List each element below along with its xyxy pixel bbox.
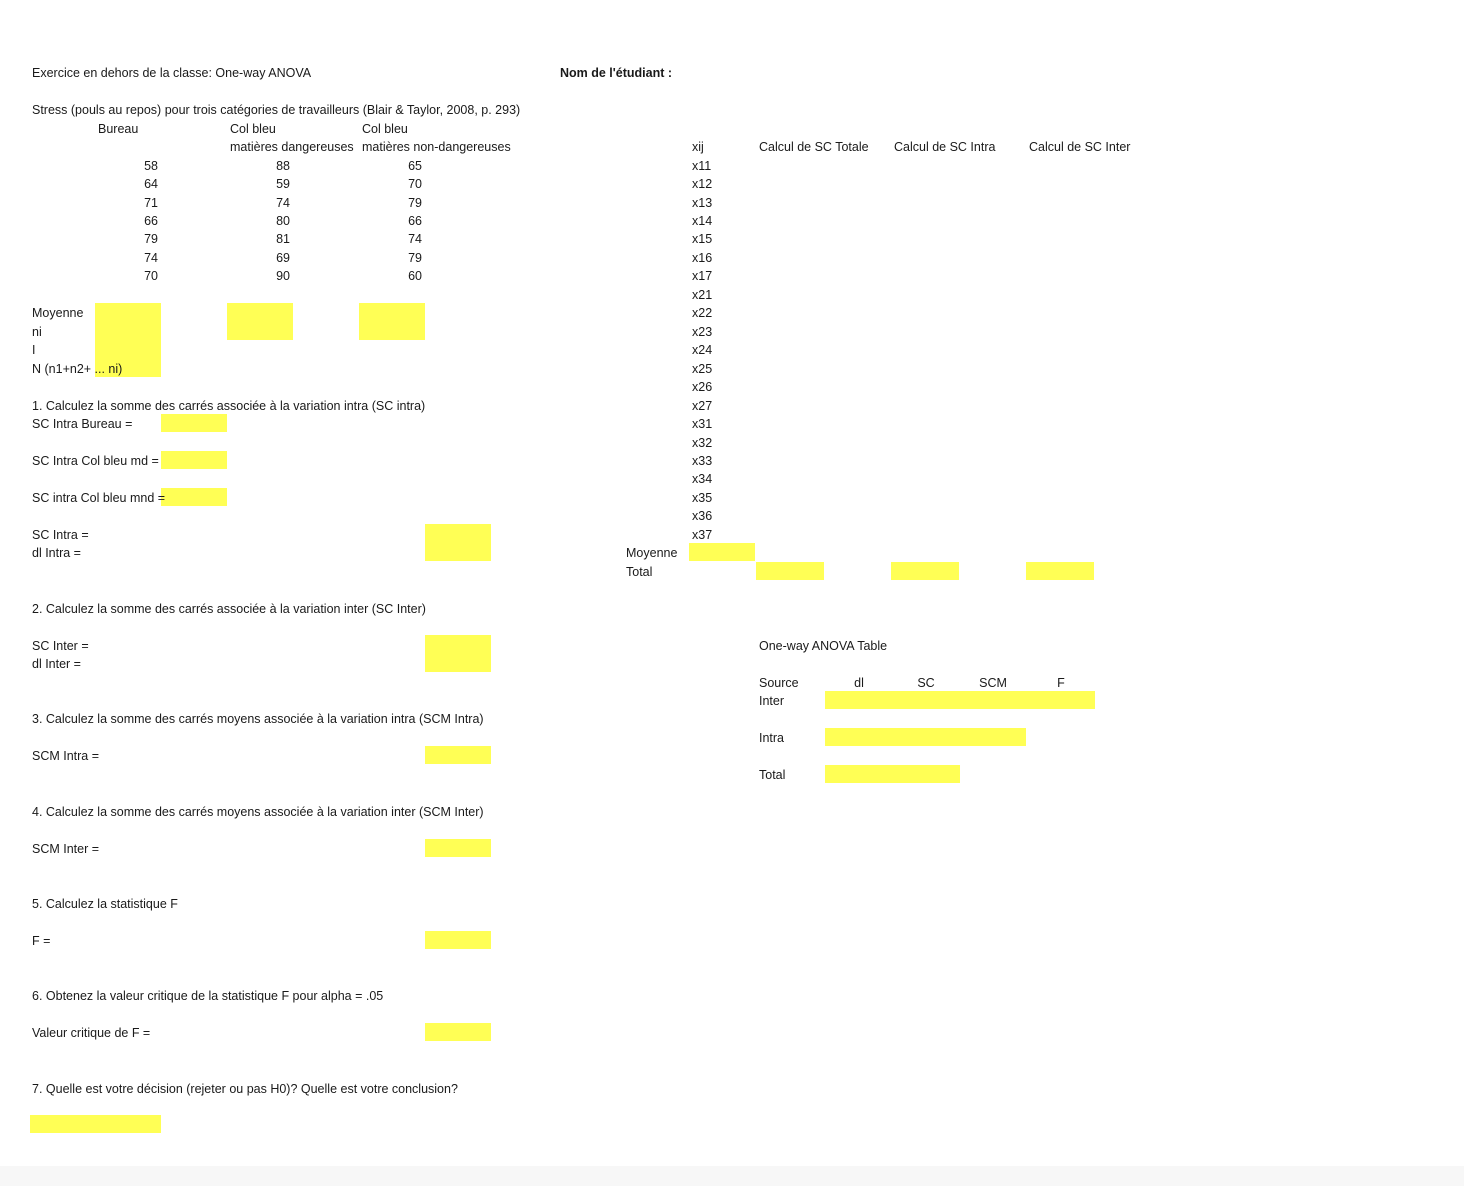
md-mean-input[interactable]: [227, 303, 293, 340]
question-2: 2. Calculez la somme des carrés associée à la variation inter (SC Inter): [32, 602, 426, 616]
mnd-value: 66: [408, 214, 422, 228]
md-value: 88: [276, 159, 290, 173]
dl-inter-label: dl Inter =: [32, 657, 81, 671]
xij-row-label: x24: [692, 343, 713, 357]
stats-label-ni: ni: [32, 325, 42, 339]
xij-row-label: x14: [692, 214, 713, 228]
page-bottom-band: [0, 1166, 1464, 1186]
bureau-value: 64: [144, 177, 158, 191]
data-description: Stress (pouls au repos) pour trois catégories de travailleurs (Blair & Taylor, 2008, p. 293): [32, 103, 521, 117]
stats-label-n: N (n1+n2+ ... ni): [32, 362, 123, 376]
col-header-bureau: Bureau: [98, 122, 139, 136]
bureau-value: 70: [144, 269, 158, 283]
xij-row-label: x32: [692, 436, 713, 450]
f-statistic-input[interactable]: [425, 931, 491, 949]
xij-row-label: x36: [692, 509, 713, 523]
bureau-value: 74: [144, 251, 158, 265]
sc-intra-dl-intra-input[interactable]: [425, 524, 491, 561]
col-header-md-line2: matières dangereuses: [230, 140, 354, 154]
question-3: 3. Calculez la somme des carrés moyens associée à la variation intra (SCM Intra): [32, 712, 484, 726]
anova-row-total: Total: [759, 768, 786, 782]
xij-row-label: x21: [692, 288, 713, 302]
mnd-mean-input[interactable]: [359, 303, 425, 340]
xij-row-label: x25: [692, 362, 713, 376]
anova-row-intra: Intra: [759, 731, 785, 745]
col-header-mnd-line2: matières non-dangereuses: [362, 140, 511, 154]
sc-inter-total-input[interactable]: [1026, 562, 1094, 580]
sc-inter-dl-inter-input[interactable]: [425, 635, 491, 672]
xij-header: xij: [692, 140, 704, 154]
student-name-label: Nom de l'étudiant :: [560, 66, 672, 80]
sc-intra-bureau-input[interactable]: [161, 414, 227, 432]
xij-row-label: x17: [692, 269, 713, 283]
mnd-value: 79: [408, 196, 422, 210]
question-6: 6. Obtenez la valeur critique de la statistique F pour alpha = .05: [32, 989, 384, 1003]
anova-header-sc: SC: [917, 676, 935, 690]
question-4: 4. Calculez la somme des carrés moyens associée à la variation inter (SCM Inter): [32, 805, 484, 819]
mnd-value: 79: [408, 251, 422, 265]
xij-row-label: x13: [692, 196, 713, 210]
md-value: 90: [276, 269, 290, 283]
mnd-value: 74: [408, 232, 422, 246]
xij-row-label: x35: [692, 491, 713, 505]
mnd-value: 60: [408, 269, 422, 283]
md-value: 81: [276, 232, 290, 246]
col-header-mnd-line1: Col bleu: [362, 122, 408, 136]
sc-intra-md-label: SC Intra Col bleu md =: [32, 454, 159, 468]
anova-inter-input[interactable]: [825, 691, 1095, 709]
xij-row-label: x33: [692, 454, 713, 468]
sc-intra-md-input[interactable]: [161, 451, 227, 469]
question-1: 1. Calculez la somme des carrés associée à la variation intra (SC intra): [32, 399, 426, 413]
xij-row-label: x12: [692, 177, 713, 191]
sc-intra-header: Calcul de SC Intra: [894, 140, 996, 154]
md-value: 69: [276, 251, 290, 265]
question-7: 7. Quelle est votre décision (rejeter ou pas H0)? Quelle est votre conclusion?: [32, 1082, 458, 1096]
scm-inter-label: SCM Inter =: [32, 842, 100, 856]
mnd-value: 65: [408, 159, 422, 173]
grand-mean-input[interactable]: [689, 543, 755, 561]
xij-row-label: x11: [692, 159, 712, 173]
stats-label-i: I: [32, 343, 36, 357]
md-value: 74: [276, 196, 290, 210]
anova-header-f: F: [1057, 676, 1065, 690]
anova-header-source: Source: [759, 676, 799, 690]
xij-row-label: x31: [692, 417, 713, 431]
question-5: 5. Calculez la statistique F: [32, 897, 178, 911]
xij-row-label: x16: [692, 251, 713, 265]
anova-row-inter: Inter: [759, 694, 785, 708]
anova-header-dl: dl: [854, 676, 864, 690]
dl-intra-label: dl Intra =: [32, 546, 81, 560]
scm-inter-input[interactable]: [425, 839, 491, 857]
f-label: F =: [32, 934, 51, 948]
mnd-value: 70: [408, 177, 422, 191]
col-header-md-line1: Col bleu: [230, 122, 276, 136]
critical-f-input[interactable]: [425, 1023, 491, 1041]
anova-header-scm: SCM: [979, 676, 1007, 690]
scm-intra-input[interactable]: [425, 746, 491, 764]
decision-answer-input[interactable]: [30, 1115, 161, 1133]
bureau-value: 58: [144, 159, 158, 173]
stats-label-moyenne: Moyenne: [32, 306, 84, 320]
anova-total-input[interactable]: [825, 765, 960, 783]
xij-row-label: x22: [692, 306, 713, 320]
sc-intra-total-input[interactable]: [891, 562, 959, 580]
scm-intra-label: SCM Intra =: [32, 749, 100, 763]
xij-row-label: x23: [692, 325, 713, 339]
xij-row-label: x34: [692, 472, 713, 486]
sc-inter-label: SC Inter =: [32, 639, 89, 653]
page-title: Exercice en dehors de la classe: One-way ANOVA: [32, 66, 312, 80]
anova-table-title: One-way ANOVA Table: [759, 639, 888, 653]
bureau-value: 71: [144, 196, 158, 210]
sc-intra-mnd-input[interactable]: [161, 488, 227, 506]
sc-total-label: Total: [626, 565, 653, 579]
md-value: 59: [276, 177, 290, 191]
xij-row-label: x15: [692, 232, 713, 246]
sc-intra-label: SC Intra =: [32, 528, 89, 542]
sc-moyenne-label: Moyenne: [626, 546, 678, 560]
bureau-value: 79: [144, 232, 158, 246]
bureau-value: 66: [144, 214, 158, 228]
md-value: 80: [276, 214, 290, 228]
sc-intra-mnd-label: SC intra Col bleu mnd =: [32, 491, 166, 505]
xij-row-label: x27: [692, 399, 713, 413]
sc-totale-header: Calcul de SC Totale: [759, 140, 869, 154]
sc-intra-bureau-label: SC Intra Bureau =: [32, 417, 133, 431]
sc-inter-header: Calcul de SC Inter: [1029, 140, 1131, 154]
critical-f-label: Valeur critique de F =: [32, 1026, 151, 1040]
anova-intra-input[interactable]: [825, 728, 1026, 746]
xij-row-label: x26: [692, 380, 713, 394]
xij-row-label: x37: [692, 528, 713, 542]
sc-totale-total-input[interactable]: [756, 562, 824, 580]
